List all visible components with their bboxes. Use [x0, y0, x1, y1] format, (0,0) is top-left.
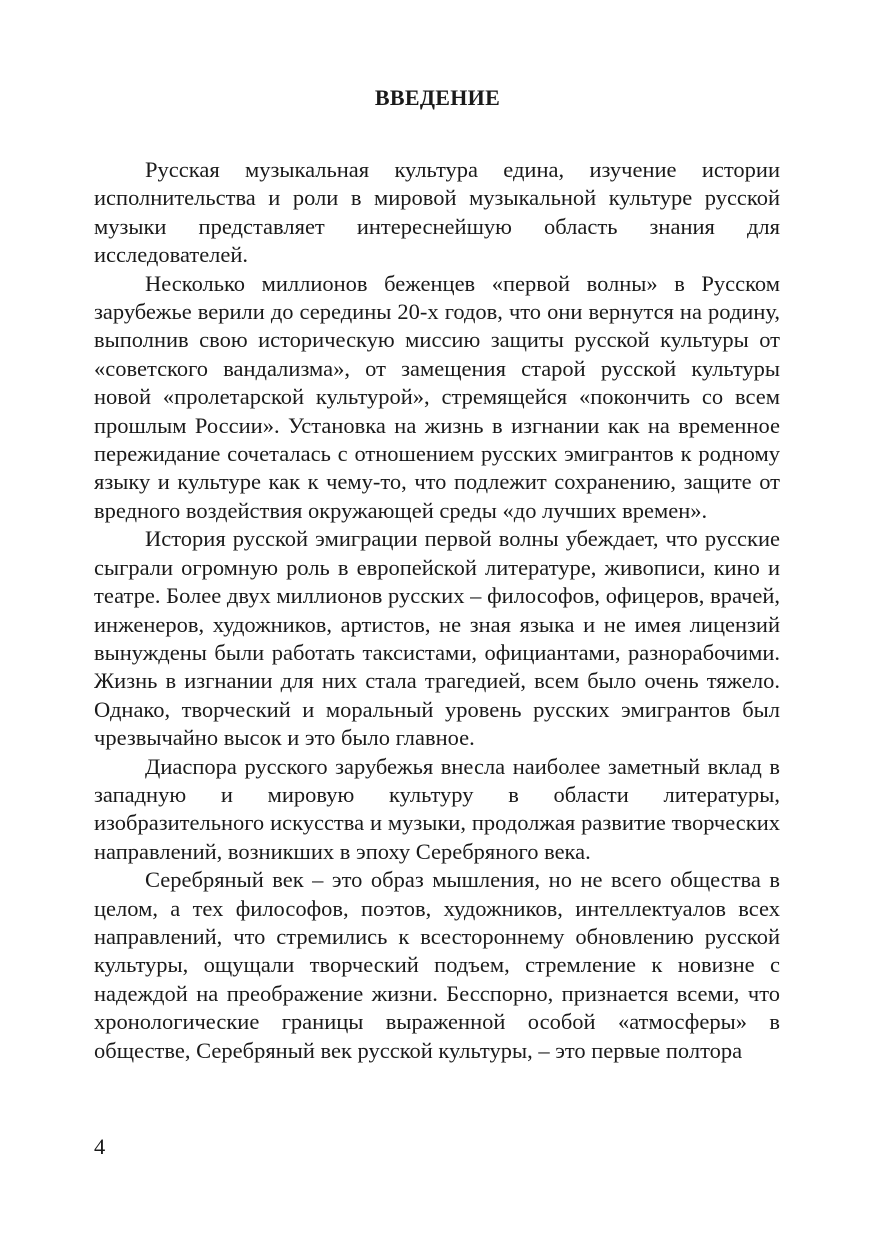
paragraph: История русской эмиграции первой волны убеждает, что русские сыграли огромную роль в европейской литературе, живописи, кино и театре. Более двух миллионов русских – философов, офицеров, врачей, инженеров, художников, артистов, не зная языка и не имея лицензий вынуждены были работать таксистами, официантами, разнорабочими. Жизнь в изгнании для них стала трагедией, всем было очень тяжело. Однако, творческий и моральный уровень русских эмигрантов был чрезвычайно высок и это было главное.: [94, 526, 780, 751]
page-number: 4: [94, 1134, 106, 1159]
paragraph: Несколько миллионов беженцев «первой волны» в Русском зарубежье верили до середины 20-х годов, что они вернутся на родину, выполнив свою историческую миссию защиты русской культуры от «советского вандализма», от замещения старой русской культуры новой «пролетарской культурой», стремящейся «покончить со всем прошлым России». Установка на жизнь в изгнании как на временное пережидание сочеталась с отношением русских эмигрантов к родному языку и культуре как к чему-то, что подлежит сохранению, защите от вредного воздействия окружающей среды «до лучших времен».: [94, 270, 780, 523]
paragraph-continued: Серебряный век – это образ мышления, но не всего общества в целом, а тех философов, поэтов, художников, интеллектуалов всех направлений, что стремились к всестороннему обновлению русской культуры, ощущали творческий подъем, стремление к новизне с надеждой на преображение жизни. Бесспорно, признается всеми, что хронологические границы выраженной особой «атмосферы» в обществе, Серебряный век русской культуры, – это первые полтора: [94, 867, 780, 1063]
body-text: [94, 156, 780, 1065]
paragraph: Диаспора русского зарубежья внесла наиболее заметный вклад в западную и мировую культуру в области литературы, изобразительного искусства и музыки, продолжая развитие творческих направлений, возникших в эпоху Серебряного века.: [94, 753, 780, 864]
paragraph: Русская музыкальная культура едина, изучение истории исполнительства и роли в мировой музыкальной культуре русской музыки представляет интереснейшую область знания для исследователей.: [94, 157, 780, 268]
section-heading: ВВЕДЕНИЕ: [374, 85, 501, 110]
